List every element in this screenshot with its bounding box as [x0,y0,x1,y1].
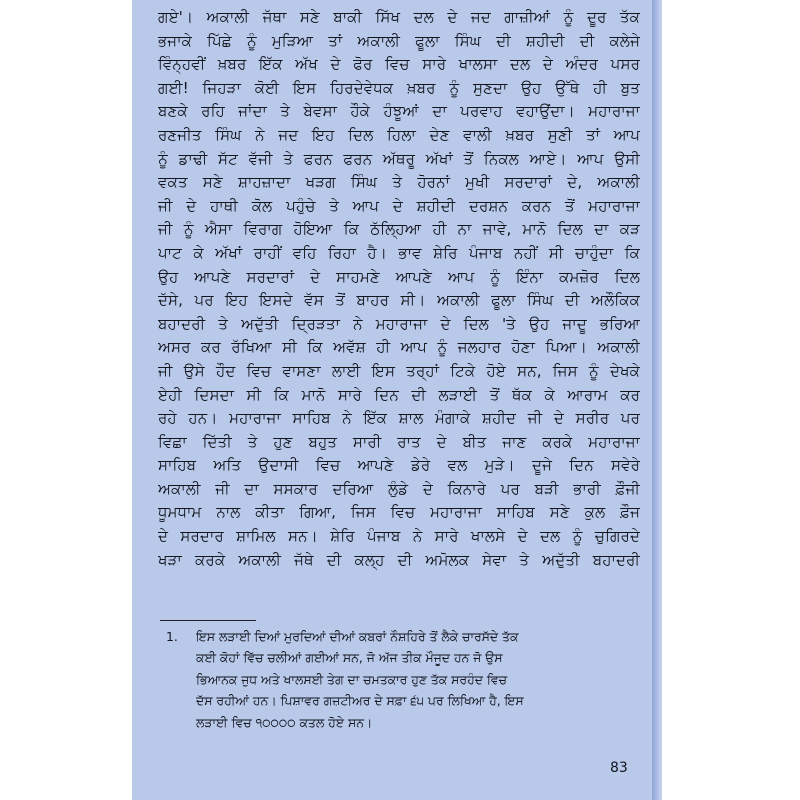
body-line: ਅਸਰ ਕਰ ਰੱਖਿਆ ਸੀ ਕਿ ਅਵੱਸ਼ ਹੀ ਆਪ ਨੂੰ ਜਲਹਾਰ ਹੋਣਾ ਪਿਆ। ਅਕਾਲੀ [158,338,640,357]
book-page [132,0,652,800]
body-line: ਵਕਤ ਸਣੇ ਸ਼ਾਹਜ਼ਾਦਾ ਖੜਗ ਸਿੰਘ ਤੇ ਹੋਰਨਾਂ ਮੁਖੀ ਸਰਦਾਰਾਂ ਦੇ, ਅਕਾਲੀ [158,173,640,192]
footnote-line: ਲੜਾਈ ਵਿਚ ੧੦੦੦੦ ਕਤਲ ਹੋਏ ਸਨ। [196,714,373,730]
body-line: ਵਿੰਨ੍ਹਵੀਂ ਖ਼ਬਰ ਇੱਕ ਅੱਖ ਦੇ ਫੋਰ ਵਿਚ ਸਾਰੇ ਖਾਲਸਾ ਦਲ ਦੇ ਅੰਦਰ ਪਸਰ [158,55,640,74]
body-line: ਧੂਮਧਾਮ ਨਾਲ ਕੀਤਾ ਗਿਆ, ਜਿਸ ਵਿਚ ਮਹਾਰਾਜਾ ਸਾਹਿਬ ਸਣੇ ਕੁਲ ਫ਼ੌਜ [158,503,640,522]
left-margin [0,0,132,800]
body-line: ਜੀ ਦੇ ਹਾਥੀ ਕੋਲ ਪਹੁੰਚੇ ਤੇ ਆਪ ਦੇ ਸ਼ਹੀਦੀ ਦਰਸ਼ਨ ਕਰਨ ਤੋਂ ਮਹਾਰਾਜਾ [158,196,640,215]
body-line: ਬਹਾਦਰੀ ਤੇ ਅਦੁੱਤੀ ਦ੍ਰਿੜਤਾ ਨੇ ਮਹਾਰਾਜਾ ਦੇ ਦਿਲ 'ਤੇ ਉਹ ਜਾਦੂ ਭਰਿਆ [158,314,640,333]
body-line: ਪਾਟ ਕੇ ਅੱਖਾਂ ਰਾਹੀਂ ਵਹਿ ਰਿਹਾ ਹੈ। ਭਾਵ ਸ਼ੇਰਿ ਪੰਜਾਬ ਨਹੀਂ ਸੀ ਚਾਹੁੰਦਾ ਕਿ [158,243,640,262]
body-line: ਬਣਕੇ ਰਹਿ ਜਾਂਦਾ ਤੇ ਬੇਵਸਾ ਹੌਕੇ ਹੰਝੂਆਂ ਦਾ ਪਰਵਾਹ ਵਹਾਉਂਦਾ। ਮਹਾਰਾਜਾ [158,102,640,121]
body-line: ਏਹੀ ਦਿਸਦਾ ਸੀ ਕਿ ਮਾਨੋ ਸਾਰੇ ਦਿਨ ਦੀ ਲੜਾਈ ਤੋਂ ਥੱਕ ਕੇ ਆਰਾਮ ਕਰ [158,385,640,404]
body-line: ਜੀ ਨੂੰ ਐਸਾ ਵਿਰਾਗ ਹੋਇਆ ਕਿ ਠੱਲ੍ਹਿਆ ਹੀ ਨਾ ਜਾਵੇ, ਮਾਨੋ ਦਿਲ ਦਾ ਕੜ [158,220,640,239]
footnote-line: ਕਈ ਕੋਹਾਂ ਵਿੱਚ ਚਲੀਆਂ ਗਈਆਂ ਸਨ, ਜੋ ਅੱਜ ਤੀਕ ਮੌਜੂਦ ਹਨ ਜੋ ਉਸ [196,650,503,666]
body-line: ਰਹੇ ਹਨ। ਮਹਾਰਾਜਾ ਸਾਹਿਬ ਨੇ ਇੱਕ ਸ਼ਾਲ ਮੰਗਾਕੇ ਸ਼ਹੀਦ ਜੀ ਦੇ ਸਰੀਰ ਪਰ [158,409,640,428]
page-edge [652,0,662,800]
body-line: ਦੱਸੇ, ਪਰ ਇਹ ਇਸਦੇ ਵੱਸ ਤੋਂ ਬਾਹਰ ਸੀ। ਅਕਾਲੀ ਫੂਲਾ ਸਿੰਘ ਦੀ ਅਲੌਕਿਕ [158,291,640,310]
body-line: ਦੇ ਸਰਦਾਰ ਸ਼ਾਮਿਲ ਸਨ। ਸ਼ੇਰਿ ਪੰਜਾਬ ਨੇ ਸਾਰੇ ਖਾਲਸੇ ਦੇ ਦਲ ਨੂੰ ਚੁਗਿਰਦੇ [158,527,640,546]
footnote-number: 1. [166,629,178,644]
footnote-text [196,626,640,733]
footnote-line: ਭਿਆਨਕ ਜੁਧ ਅਤੇ ਖਾਲਸਈ ਤੇਗ ਦਾ ਚਮਤਕਾਰ ਹੁਣ ਤੱਕ ਸਰਹੰਦ ਵਿਚ [196,671,507,687]
body-line: ਖੜਾ ਕਰਕੇ ਅਕਾਲੀ ਜੱਥੇ ਦੀ ਕਲ੍ਹ ਦੀ ਅਮੋਲਕ ਸੇਵਾ ਤੇ ਅਦੁੱਤੀ ਬਹਾਦਰੀ [158,550,640,569]
footnote-line: ਇਸ ਲੜਾਈ ਦਿਆਂ ਮੁਰਦਿਆਂ ਦੀਆਂ ਕਬਰਾਂ ਨੌਸ਼ਹਿਰੇ ਤੋਂ ਲੈਕੇ ਚਾਰਸੱਦੇ ਤੱਕ [196,629,519,644]
body-line: ਜੀ ਉਸੇ ਹੌਦ ਵਿਚ ਵਾਸਣਾ ਲਾਈ ਇਸ ਤਰ੍ਹਾਂ ਟਿਕੇ ਹੋਏ ਸਨ, ਜਿਸ ਨੂੰ ਦੇਖਕੇ [158,361,640,380]
page-number: 83 [610,760,628,776]
right-margin [662,0,800,800]
body-line: ਗਈ! ਜਿਹੜਾ ਕੋਈ ਇਸ ਹਿਰਦੇਵੇਧਕ ਖ਼ਬਰ ਨੂੰ ਸੁਣਦਾ ਉਹ ਉੱਥੇ ਹੀ ਬੁਤ [158,78,640,97]
footnote-divider [160,620,256,621]
body-text [158,6,640,572]
body-line: ਰਣਜੀਤ ਸਿੰਘ ਨੇ ਜਦ ਇਹ ਦਿਲ ਹਿਲਾ ਦੇਣ ਵਾਲੀ ਖ਼ਬਰ ਸੁਣੀ ਤਾਂ ਆਪ [158,125,640,144]
body-line: ਭਜਾਕੇ ਪਿੱਛੇ ਨੂੰ ਮੁੜਿਆ ਤਾਂ ਅਕਾਲੀ ਫੂਲਾ ਸਿੰਘ ਦੀ ਸ਼ਹੀਦੀ ਦੀ ਕਲੇਜੇ [158,31,640,50]
body-line: ਉਹ ਆਪਣੇ ਸਰਦਾਰਾਂ ਦੇ ਸਾਹਮਣੇ ਆਪਣੇ ਆਪ ਨੂੰ ਇੰਨਾ ਕਮਜ਼ੋਰ ਦਿਲ [158,267,640,286]
footnote-line: ਦੱਸ ਰਹੀਆਂ ਹਨ। ਪਿਸ਼ਾਵਰ ਗਜ਼ਟੀਅਰ ਦੇ ਸਫ਼ਾ ੬੫ ਪਰ ਲਿਖਿਆ ਹੈ, ਇਸ [196,693,524,709]
body-line: ਗਏ'। ਅਕਾਲੀ ਜੱਥਾ ਸਣੇ ਬਾਕੀ ਸਿੱਖ ਦਲ ਦੇ ਜਦ ਗਾਜ਼ੀਆਂ ਨੂੰ ਦੂਰ ਤੱਕ [158,8,640,26]
body-line: ਅਕਾਲੀ ਜੀ ਦਾ ਸਸਕਾਰ ਦਰਿਆ ਲੁੰਡੇ ਦੇ ਕਿਨਾਰੇ ਪਰ ਬੜੀ ਭਾਰੀ ਫ਼ੌਜੀ [158,479,640,498]
body-line: ਸਾਹਿਬ ਅਤਿ ਉਦਾਸੀ ਵਿਚ ਆਪਣੇ ਡੇਰੇ ਵਲ ਮੁੜੇ। ਦੂਜੇ ਦਿਨ ਸਵੇਰੇ [158,456,640,475]
body-line: ਵਿਛਾ ਦਿੱਤੀ ਤੇ ਹੁਣ ਬਹੁਤ ਸਾਰੀ ਰਾਤ ਦੇ ਬੀਤ ਜਾਣ ਕਰਕੇ ਮਹਾਰਾਜਾ [158,432,640,451]
body-line: ਨੂੰ ਡਾਢੀ ਸੱਟ ਵੱਜੀ ਤੇ ਫਰਨ ਫਰਨ ਅੱਥਰੂ ਅੱਖਾਂ ਤੋਂ ਨਿਕਲ ਆਏ। ਆਪ ਉਸੀ [158,149,640,168]
